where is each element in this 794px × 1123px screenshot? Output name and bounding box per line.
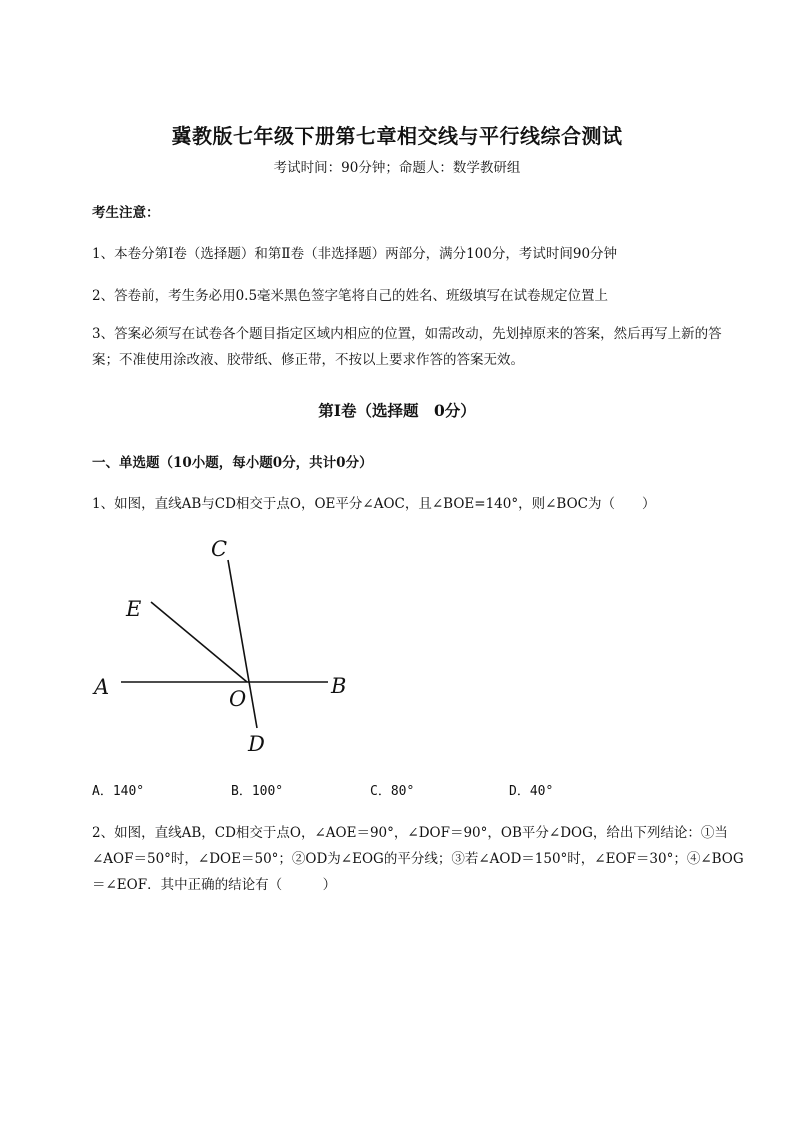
- question-2-stem: 2、如图，直线AB，CD相交于点O，∠AOE＝90°，∠DOF＝90°，OB平分∠DOG，给出下列结论：①当∠AOF＝50°时，∠DOE＝50°；②OD为∠EOG的平分线；③若∠AOD＝150°时，∠EOF＝30°；④∠BOG＝∠EOF．其中正确的结论有（ ）: [92, 825, 744, 893]
- choice-c[interactable]: C．80°: [370, 784, 415, 799]
- section-title: 第Ⅰ卷（选择题 0分）: [318, 401, 476, 420]
- notice-heading: 考生注意：: [92, 205, 160, 221]
- choice-a[interactable]: A．140°: [92, 784, 145, 799]
- label-b: B: [331, 674, 347, 698]
- notice-item-3: 3、答案必须写在试卷各个题目指定区域内相应的位置，如需改动，先划掉原来的答案，然后再写上新的答案；不准使用涂改液、胶带纸、修正带，不按以上要求作答的答案无效。: [92, 326, 722, 368]
- exam-info: 考试时间：90分钟；命题人：数学教研组: [273, 160, 521, 176]
- label-o: O: [229, 687, 247, 711]
- label-d: D: [248, 732, 265, 756]
- ray-oe: [151, 602, 247, 682]
- part-heading: 一、单选题（10小题，每小题0分，共计0分）: [92, 455, 373, 471]
- notice-item-2: 2、答卷前，考生务必用0.5毫米黑色签字笔将自己的姓名、班级填写在试卷规定位置上: [92, 288, 609, 304]
- page-title: 冀教版七年级下册第七章相交线与平行线综合测试: [171, 124, 623, 148]
- question-1-stem: 1、如图，直线AB与CD相交于点O，OE平分∠AOC，且∠BOE=140°，则∠BOC为（ ）: [92, 496, 656, 512]
- choice-d[interactable]: D．40°: [509, 784, 554, 799]
- label-c: C: [211, 537, 228, 561]
- label-e: E: [126, 597, 142, 621]
- choice-b[interactable]: B．100°: [231, 784, 284, 799]
- label-a: A: [94, 675, 110, 699]
- question-1-figure: [85, 532, 360, 762]
- notice-item-1: 1、本卷分第Ⅰ卷（选择题）和第Ⅱ卷（非选择题）两部分，满分100分，考试时间90分钟: [92, 246, 618, 262]
